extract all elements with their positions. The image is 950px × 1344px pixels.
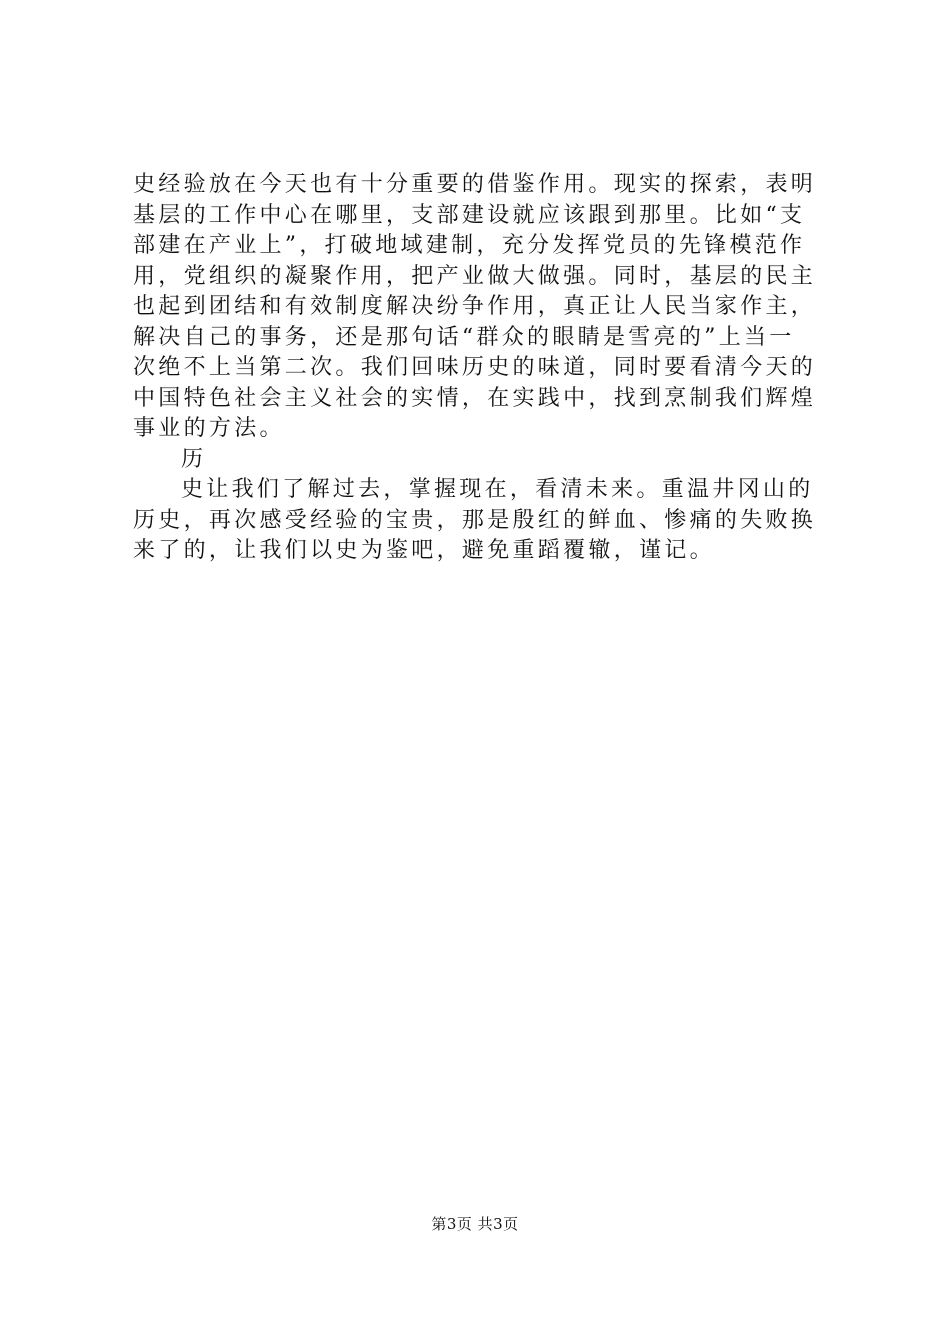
text-line: 史经验放在今天也有十分重要的借鉴作用。现实的探索，表明 [133, 172, 817, 197]
page-footer [0, 1213, 950, 1234]
text-line: 历史，再次感受经验的宝贵，那是殷红的鲜血、惨痛的失败换 [133, 507, 817, 533]
page-number-label: 第3页 共3页 [431, 1215, 519, 1233]
text-line: 史让我们了解过去，掌握现在，看清未来。重温井冈山的 [181, 477, 814, 502]
document-body [133, 170, 823, 567]
text-line: 基层的工作中心在哪里，支部建设就应该跟到那里。比如“支 [133, 202, 806, 228]
text-line: 解决自己的事务，还是那句话“群众的眼睛是雪亮的”上当一 [133, 324, 795, 350]
text-line: 来了的，让我们以史为鉴吧，避免重蹈覆辙，谨记。 [133, 538, 715, 563]
text-line: 也起到团结和有效制度解决纷争作用，真正让人民当家作主， [133, 294, 817, 319]
text-line: 历 [181, 446, 207, 472]
text-line: 中国特色社会主义社会的实情，在实践中，找到烹制我们辉煌 [133, 385, 817, 411]
text-line: 用，党组织的凝聚作用，把产业做大做强。同时，基层的民主 [133, 263, 817, 289]
text-line: 事业的方法。 [133, 416, 285, 441]
text-line: 次绝不上当第二次。我们回味历史的味道，同时要看清今天的 [133, 355, 817, 380]
text-line: 部建在产业上”，打破地域建制，充分发挥党员的先锋模范作 [133, 233, 806, 258]
